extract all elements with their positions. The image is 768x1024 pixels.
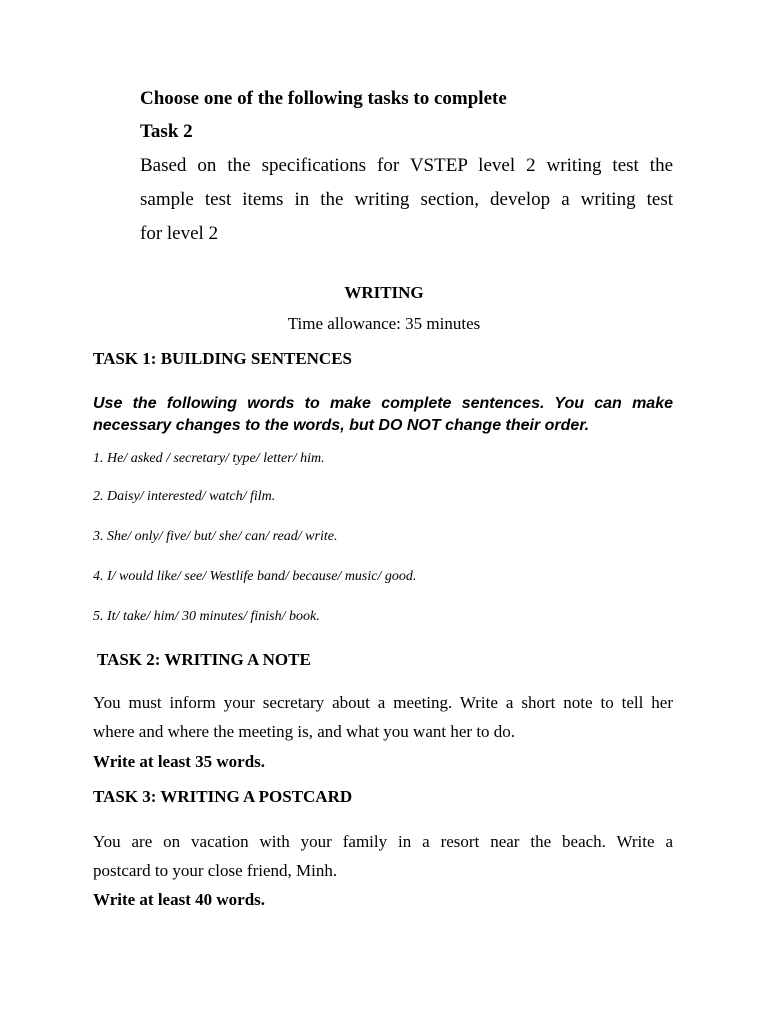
task1-heading: TASK 1: BUILDING SENTENCES — [93, 349, 353, 368]
task-description-line-3: for level 2 — [140, 223, 219, 244]
task2-requirement: Write at least 35 words. — [93, 752, 266, 771]
task1-item-5: 5. It/ take/ him/ 30 minutes/ finish/ book. — [93, 609, 320, 624]
time-allowance: Time allowance: 35 minutes — [287, 314, 481, 333]
task3-body-line-2: postcard to your close friend, Minh. — [93, 861, 338, 880]
task-description-line-2: sample test items in the writing section, develop a writing test — [140, 189, 673, 210]
task3-requirement: Write at least 40 words. — [93, 890, 266, 909]
task1-instruction-line-1: Use the following words to make complete sentences. You can make — [93, 395, 673, 412]
task1-item-2: 2. Daisy/ interested/ watch/ film. — [93, 489, 276, 504]
task2-body-line-1: You must inform your secretary about a meeting. Write a short note to tell her — [93, 693, 673, 712]
task2-body-line-2: where and where the meeting is, and what you want her to do. — [93, 722, 516, 741]
task1-item-3: 3. She/ only/ five/ but/ she/ can/ read/ write. — [93, 529, 338, 544]
task3-body-line-1: You are on vacation with your family in a resort near the beach. Write a — [93, 832, 673, 851]
choose-task-instruction: Choose one of the following tasks to complete — [140, 88, 507, 109]
task1-instruction-line-2: necessary changes to the words, but DO NOT change their order. — [93, 417, 590, 434]
task1-item-4: 4. I/ would like/ see/ Westlife band/ because/ music/ good. — [93, 569, 417, 584]
task1-item-1: 1. He/ asked / secretary/ type/ letter/ him. — [93, 451, 325, 466]
task-description-line-1: Based on the specifications for VSTEP level 2 writing test the — [140, 155, 673, 176]
task2-heading: TASK 2: WRITING A NOTE — [97, 650, 311, 669]
section-title: WRITING — [344, 283, 424, 302]
task-label: Task 2 — [140, 121, 193, 142]
task3-heading: TASK 3: WRITING A POSTCARD — [93, 787, 353, 806]
